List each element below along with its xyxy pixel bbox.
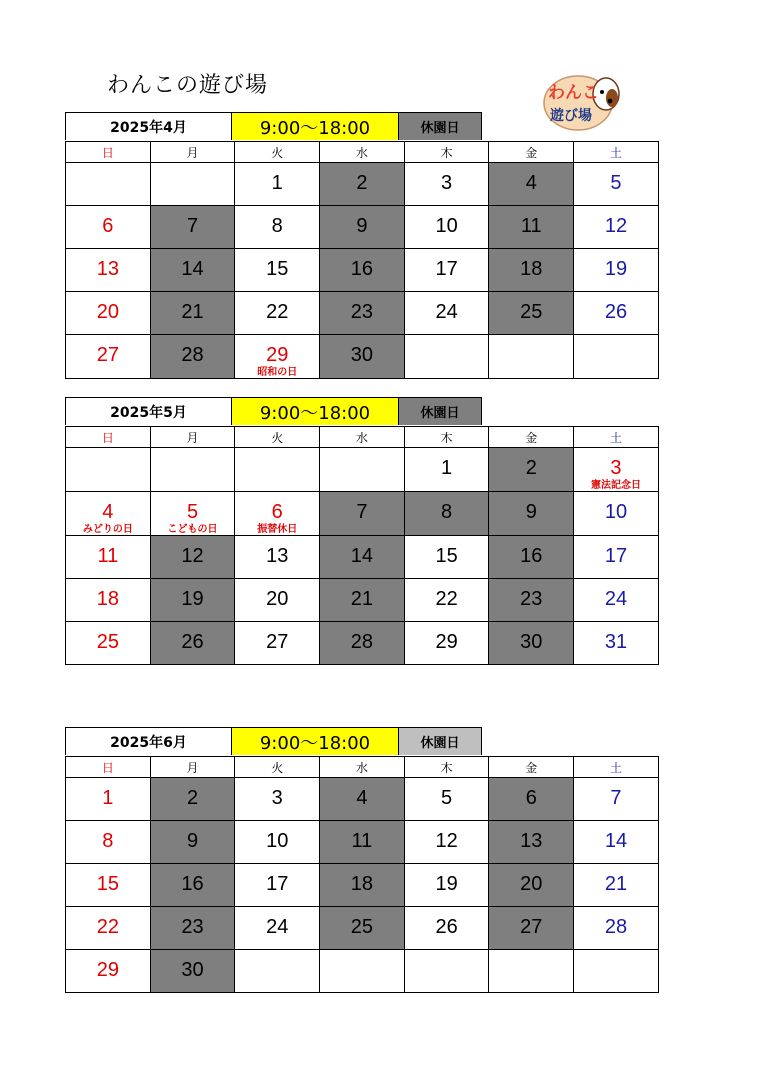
day-number: 8 <box>102 830 114 852</box>
weekday-header: 土 <box>574 757 659 778</box>
day-cell <box>235 536 320 579</box>
day-number: 20 <box>96 301 119 323</box>
day-number: 26 <box>604 301 628 323</box>
day-cell <box>66 206 151 249</box>
closed-day-cell <box>320 579 405 622</box>
closed-day-cell <box>489 622 574 665</box>
day-number: 2 <box>356 172 368 194</box>
month-calendar <box>65 397 651 665</box>
day-number: 12 <box>604 215 628 237</box>
day-number: 7 <box>186 215 199 237</box>
day-number: 9 <box>186 830 199 852</box>
empty-day-cell <box>66 163 151 206</box>
weekday-header: 金 <box>489 427 574 448</box>
closed-day-cell <box>404 492 489 536</box>
empty-day-cell <box>404 335 489 379</box>
closed-day-cell <box>150 335 235 379</box>
day-cell <box>574 448 659 492</box>
closed-day-cell <box>320 907 405 950</box>
day-number: 1 <box>441 457 453 479</box>
opening-hours: 9:00〜18:00 <box>232 397 399 425</box>
closed-day-cell <box>489 292 574 335</box>
closed-day-cell <box>150 907 235 950</box>
day-number: 17 <box>266 873 289 895</box>
day-number: 4 <box>102 501 114 523</box>
week-row <box>66 206 659 249</box>
closed-day-cell <box>489 163 574 206</box>
closed-day-cell <box>150 579 235 622</box>
day-number: 27 <box>520 916 543 938</box>
empty-day-cell <box>66 448 151 492</box>
empty-day-cell <box>404 950 489 993</box>
closed-day-cell <box>320 622 405 665</box>
day-number: 8 <box>441 501 453 523</box>
day-number: 1 <box>271 172 283 194</box>
opening-hours: 9:00〜18:00 <box>232 112 399 140</box>
week-row <box>66 163 659 206</box>
month-header <box>65 727 651 756</box>
day-cell <box>574 907 659 950</box>
weekday-header: 木 <box>404 757 489 778</box>
day-number: 14 <box>181 258 204 280</box>
opening-hours: 9:00〜18:00 <box>232 727 399 755</box>
weekday-header: 金 <box>489 142 574 163</box>
weekday-header: 火 <box>235 142 320 163</box>
weekday-header: 日 <box>66 142 151 163</box>
day-number: 10 <box>604 501 628 523</box>
weekday-header: 木 <box>404 142 489 163</box>
day-number: 23 <box>181 916 204 938</box>
day-number: 11 <box>351 830 373 852</box>
closed-day-cell <box>320 292 405 335</box>
day-cell <box>235 821 320 864</box>
week-row <box>66 778 659 821</box>
day-number: 24 <box>435 301 458 323</box>
closed-day-cell <box>489 536 574 579</box>
closed-day-cell <box>150 536 235 579</box>
weekday-header: 日 <box>66 757 151 778</box>
week-row <box>66 536 659 579</box>
month-calendar <box>65 727 651 993</box>
closed-day-cell <box>150 950 235 993</box>
weekday-header: 土 <box>574 427 659 448</box>
closed-day-cell <box>489 821 574 864</box>
weekday-header: 土 <box>574 142 659 163</box>
day-cell <box>66 821 151 864</box>
logo-text-asobiba: 遊び場 <box>550 108 592 124</box>
day-cell <box>235 292 320 335</box>
closed-day-cell <box>489 492 574 536</box>
week-row <box>66 864 659 907</box>
day-number: 30 <box>181 959 204 981</box>
calendar-grid <box>65 756 659 993</box>
day-number: 12 <box>181 545 204 567</box>
day-number: 25 <box>350 916 374 938</box>
closed-day-cell <box>150 622 235 665</box>
empty-day-cell <box>489 335 574 379</box>
week-row <box>66 579 659 622</box>
day-number: 19 <box>435 873 458 895</box>
day-cell <box>574 579 659 622</box>
day-number: 14 <box>350 545 374 567</box>
day-number: 30 <box>520 631 543 653</box>
empty-day-cell <box>574 335 659 379</box>
day-number: 28 <box>350 631 374 653</box>
day-cell <box>574 292 659 335</box>
calendar-grid <box>65 141 659 379</box>
week-row <box>66 821 659 864</box>
day-number: 2 <box>525 457 537 479</box>
closed-day-cell <box>489 778 574 821</box>
day-cell <box>66 536 151 579</box>
day-cell <box>404 206 489 249</box>
day-number: 3 <box>271 787 283 809</box>
weekday-header: 木 <box>404 427 489 448</box>
day-number: 28 <box>181 344 204 366</box>
closed-day-legend: 休園日 <box>399 112 482 140</box>
day-number: 21 <box>350 588 374 610</box>
day-cell <box>235 864 320 907</box>
day-number: 29 <box>96 959 119 981</box>
day-number: 27 <box>266 631 289 653</box>
day-number: 23 <box>520 588 543 610</box>
day-cell <box>404 622 489 665</box>
weekday-header: 水 <box>320 757 405 778</box>
day-cell <box>235 622 320 665</box>
day-number: 6 <box>525 787 537 809</box>
day-number: 9 <box>525 501 537 523</box>
closed-day-cell <box>150 821 235 864</box>
day-cell <box>66 292 151 335</box>
day-number: 2 <box>186 787 199 809</box>
holiday-name: みどりの日 <box>82 524 133 535</box>
closed-day-cell <box>150 864 235 907</box>
day-cell <box>66 778 151 821</box>
weekday-header: 月 <box>150 757 235 778</box>
day-number: 6 <box>271 501 283 523</box>
weekday-header: 月 <box>150 142 235 163</box>
weekday-header: 火 <box>235 427 320 448</box>
day-number: 25 <box>96 631 119 653</box>
closed-day-cell <box>489 206 574 249</box>
day-number: 21 <box>604 873 628 895</box>
day-cell <box>404 864 489 907</box>
day-number: 26 <box>181 631 204 653</box>
day-number: 6 <box>102 215 114 237</box>
day-number: 14 <box>604 830 628 852</box>
weekday-header: 金 <box>489 757 574 778</box>
weekday-row <box>66 142 659 163</box>
empty-day-cell <box>150 163 235 206</box>
day-number: 16 <box>350 258 374 280</box>
day-number: 18 <box>520 258 543 280</box>
day-number: 1 <box>102 787 114 809</box>
day-number: 25 <box>520 301 543 323</box>
day-cell <box>574 622 659 665</box>
day-number: 18 <box>350 873 374 895</box>
day-cell <box>574 864 659 907</box>
closed-day-cell <box>150 206 235 249</box>
day-cell <box>66 249 151 292</box>
day-number: 24 <box>266 916 289 938</box>
day-cell <box>66 864 151 907</box>
day-number: 4 <box>356 787 368 809</box>
closed-day-cell <box>489 579 574 622</box>
day-cell <box>574 778 659 821</box>
day-number: 11 <box>520 215 542 237</box>
weekday-header: 火 <box>235 757 320 778</box>
week-row <box>66 492 659 536</box>
month-header <box>65 397 651 426</box>
holiday-name: 振替休日 <box>257 524 298 535</box>
closed-day-legend: 休園日 <box>399 397 482 425</box>
day-number: 29 <box>266 344 289 366</box>
empty-day-cell <box>320 448 405 492</box>
day-cell <box>404 821 489 864</box>
day-cell <box>574 821 659 864</box>
weekday-row <box>66 427 659 448</box>
logo-text-wanko: わんこ <box>548 83 599 103</box>
day-number: 7 <box>610 787 622 809</box>
day-number: 22 <box>266 301 289 323</box>
weekday-header: 水 <box>320 427 405 448</box>
day-number: 19 <box>604 258 628 280</box>
day-number: 19 <box>181 588 204 610</box>
day-cell <box>235 335 320 379</box>
day-number: 15 <box>435 545 458 567</box>
empty-day-cell <box>489 950 574 993</box>
day-number: 26 <box>435 916 458 938</box>
month-label: 2025年6月 <box>65 727 232 755</box>
day-number: 27 <box>96 344 119 366</box>
day-number: 5 <box>441 787 453 809</box>
closed-day-legend: 休園日 <box>399 727 482 755</box>
empty-day-cell <box>150 448 235 492</box>
empty-day-cell <box>235 950 320 993</box>
empty-day-cell <box>574 950 659 993</box>
closed-day-cell <box>320 492 405 536</box>
day-cell <box>235 579 320 622</box>
day-number: 3 <box>610 457 622 479</box>
day-number: 5 <box>610 172 622 194</box>
closed-day-cell <box>320 821 405 864</box>
closed-day-cell <box>320 335 405 379</box>
day-number: 15 <box>96 873 119 895</box>
day-number: 8 <box>271 215 283 237</box>
day-cell <box>235 206 320 249</box>
closed-day-cell <box>489 249 574 292</box>
closed-day-cell <box>320 864 405 907</box>
day-number: 18 <box>96 588 119 610</box>
month-label: 2025年5月 <box>65 397 232 425</box>
week-row <box>66 292 659 335</box>
day-number: 5 <box>186 501 199 523</box>
day-cell <box>66 492 151 536</box>
day-number: 11 <box>97 545 119 567</box>
day-number: 12 <box>435 830 458 852</box>
week-row <box>66 950 659 993</box>
weekday-row <box>66 757 659 778</box>
day-number: 13 <box>96 258 119 280</box>
weekday-header: 月 <box>150 427 235 448</box>
month-label: 2025年4月 <box>65 112 232 140</box>
day-number: 24 <box>604 588 628 610</box>
day-cell <box>404 579 489 622</box>
day-number: 31 <box>604 631 628 653</box>
day-cell <box>66 950 151 993</box>
day-cell <box>235 249 320 292</box>
day-number: 28 <box>604 916 628 938</box>
closed-day-cell <box>150 292 235 335</box>
day-number: 16 <box>181 873 204 895</box>
day-cell <box>66 579 151 622</box>
day-number: 20 <box>520 873 543 895</box>
day-cell <box>574 249 659 292</box>
day-cell <box>404 163 489 206</box>
month-calendar <box>65 112 651 379</box>
month-header <box>65 112 651 141</box>
closed-day-cell <box>489 907 574 950</box>
day-cell <box>404 292 489 335</box>
day-cell <box>404 778 489 821</box>
day-cell <box>574 163 659 206</box>
day-number: 10 <box>435 215 458 237</box>
empty-day-cell <box>235 448 320 492</box>
day-number: 17 <box>604 545 628 567</box>
day-cell <box>235 492 320 536</box>
day-number: 29 <box>435 631 458 653</box>
day-cell <box>574 536 659 579</box>
day-number: 13 <box>520 830 543 852</box>
day-cell <box>404 249 489 292</box>
day-number: 16 <box>520 545 543 567</box>
closed-day-cell <box>320 163 405 206</box>
day-number: 3 <box>441 172 453 194</box>
day-number: 9 <box>356 215 368 237</box>
calendar-grid <box>65 426 659 665</box>
day-number: 23 <box>350 301 374 323</box>
day-number: 13 <box>266 545 289 567</box>
day-cell <box>404 536 489 579</box>
week-row <box>66 622 659 665</box>
week-row <box>66 448 659 492</box>
day-cell <box>235 778 320 821</box>
day-cell <box>150 492 235 536</box>
day-cell <box>66 622 151 665</box>
closed-day-cell <box>320 206 405 249</box>
holiday-name: こどもの日 <box>167 524 218 535</box>
weekday-header: 日 <box>66 427 151 448</box>
empty-day-cell <box>320 950 405 993</box>
day-number: 7 <box>356 501 368 523</box>
closed-day-cell <box>150 778 235 821</box>
day-number: 4 <box>525 172 537 194</box>
closed-day-cell <box>489 448 574 492</box>
weekday-header: 水 <box>320 142 405 163</box>
day-cell <box>235 907 320 950</box>
day-cell <box>404 907 489 950</box>
day-number: 10 <box>266 830 289 852</box>
week-row <box>66 249 659 292</box>
day-cell <box>574 492 659 536</box>
day-number: 20 <box>266 588 289 610</box>
day-number: 30 <box>350 344 374 366</box>
week-row <box>66 907 659 950</box>
day-number: 21 <box>181 301 204 323</box>
day-number: 22 <box>435 588 458 610</box>
closed-day-cell <box>150 249 235 292</box>
closed-day-cell <box>489 864 574 907</box>
day-cell <box>235 163 320 206</box>
day-cell <box>66 335 151 379</box>
page-title: わんこの遊び場 <box>107 73 269 98</box>
day-cell <box>404 448 489 492</box>
holiday-name: 昭和の日 <box>257 367 298 378</box>
day-number: 15 <box>266 258 289 280</box>
week-row <box>66 335 659 379</box>
day-number: 17 <box>435 258 458 280</box>
closed-day-cell <box>320 536 405 579</box>
holiday-name: 憲法記念日 <box>590 480 641 491</box>
closed-day-cell <box>320 778 405 821</box>
closed-day-cell <box>320 249 405 292</box>
day-number: 22 <box>96 916 119 938</box>
day-cell <box>574 206 659 249</box>
day-cell <box>66 907 151 950</box>
